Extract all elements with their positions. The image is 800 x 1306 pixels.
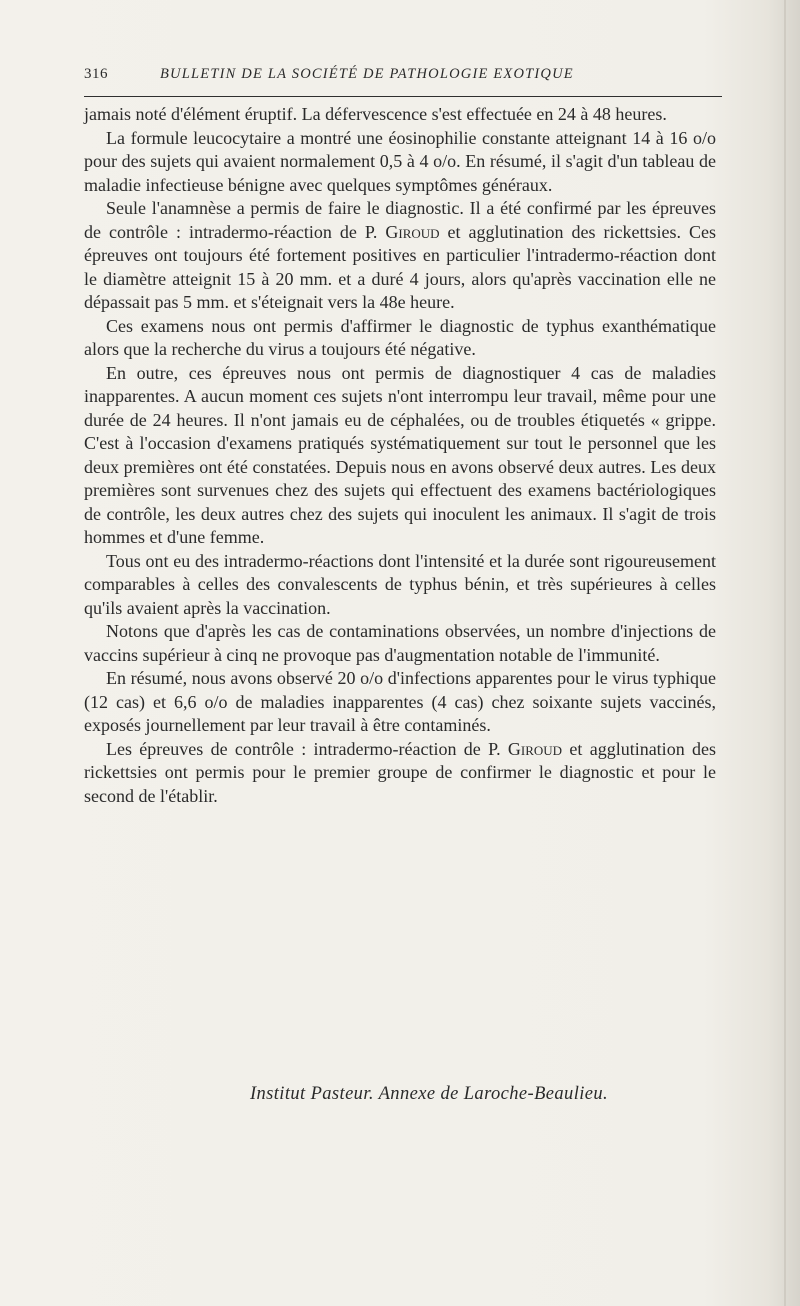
paragraph-4: Ces examens nous ont permis d'affirmer le diagnostic de typhus exanthématique alors que la recherche du virus a toujours été négative.	[84, 315, 716, 359]
paragraph-5: En outre, ces épreuves nous ont permis de diagnostiquer 4 cas de maladies inapparentes. A aucun moment ces sujets n'ont interrompu leur travail, même pour une durée de 24 heures. Il n'ont jamais eu de céphalées, ou de troubles étiquetés « grippe. C'est à l'occasion d'examens pratiqués systématiquement sur tout le personnel que les deux premières ont été constatées. Depuis nous en avons observé deux autres. Les deux premières sont survenues chez des sujets qui effectuent des examens bactériologiques de contrôle, les deux autres chez des sujets qui inoculent les animaux. Il s'agit de trois hommes et d'une femme.	[84, 362, 716, 547]
author-name-giroud: Giroud	[385, 221, 440, 242]
paragraph-9-text-a: Les épreuves de contrôle : intradermo-réaction de P.	[106, 738, 508, 759]
paragraph-6: Tous ont eu des intradermo-réactions dont l'intensité et la durée sont rigoureusement comparables à celles des convalescents de typhus bénin, et très supérieures à celles qu'ils avaient après la vaccination.	[84, 550, 716, 618]
article-body	[84, 103, 716, 808]
page-number: 316	[84, 66, 108, 82]
running-title: BULLETIN DE LA SOCIÉTÉ DE PATHOLOGIE EXOTIQUE	[160, 66, 574, 82]
page-gutter-edge	[784, 0, 786, 1306]
author-name-giroud-2: Giroud	[507, 738, 563, 759]
page-header	[84, 66, 722, 88]
paragraph-2: La formule leucocytaire a montré une éosinophilie constante atteignant 14 à 16 o/o pour des sujets qui avaient normalement 0,5 à 4 o/o. En résumé, il s'agit d'un tableau de maladie infectieuse bénigne avec quelques symptômes généraux.	[84, 127, 716, 195]
paragraph-9	[84, 738, 716, 809]
paragraph-3-text-b: et agglutination des rickettsies. Ces épreuves ont toujours été fortement positives en particulier l'intradermo-réaction dont le diamètre atteignit 15 à 20 mm. et a duré 4 jours, alors qu'après vaccination elle ne dépassait pas 5 mm. et s'éteignait vers la 48e heure.	[84, 221, 716, 312]
paragraph-1: jamais noté d'élément éruptif. La défervescence s'est effectuée en 24 à 48 heures.	[84, 104, 667, 124]
paragraph-3-text-a: Seule l'anamnèse a permis de faire le diagnostic. Il a été confirmé par les épreuves de contrôle : intradermo-réaction de P.	[84, 198, 716, 242]
signature-text: Institut Pasteur. Annexe de Laroche-Beaulieu.	[249, 1084, 609, 1104]
paragraph-9-text-b: et agglutination des rickettsies ont permis pour le premier groupe de confirmer le diagnostic et pour le second de l'établir.	[84, 738, 717, 806]
paragraph-3	[84, 197, 716, 315]
institution-signature	[0, 1084, 800, 1105]
header-rule	[84, 96, 722, 97]
paragraph-7: Notons que d'après les cas de contaminations observées, un nombre d'injections de vaccins supérieur à cinq ne provoque pas d'augmentation notable de l'immunité.	[84, 621, 716, 665]
paragraph-8: En résumé, nous avons observé 20 o/o d'infections apparentes pour le virus typhique (12 cas) et 6,6 o/o de maladies inapparentes (4 cas) chez soixante sujets vaccinés, exposés journellement par leur travail à être contaminés.	[84, 668, 716, 735]
